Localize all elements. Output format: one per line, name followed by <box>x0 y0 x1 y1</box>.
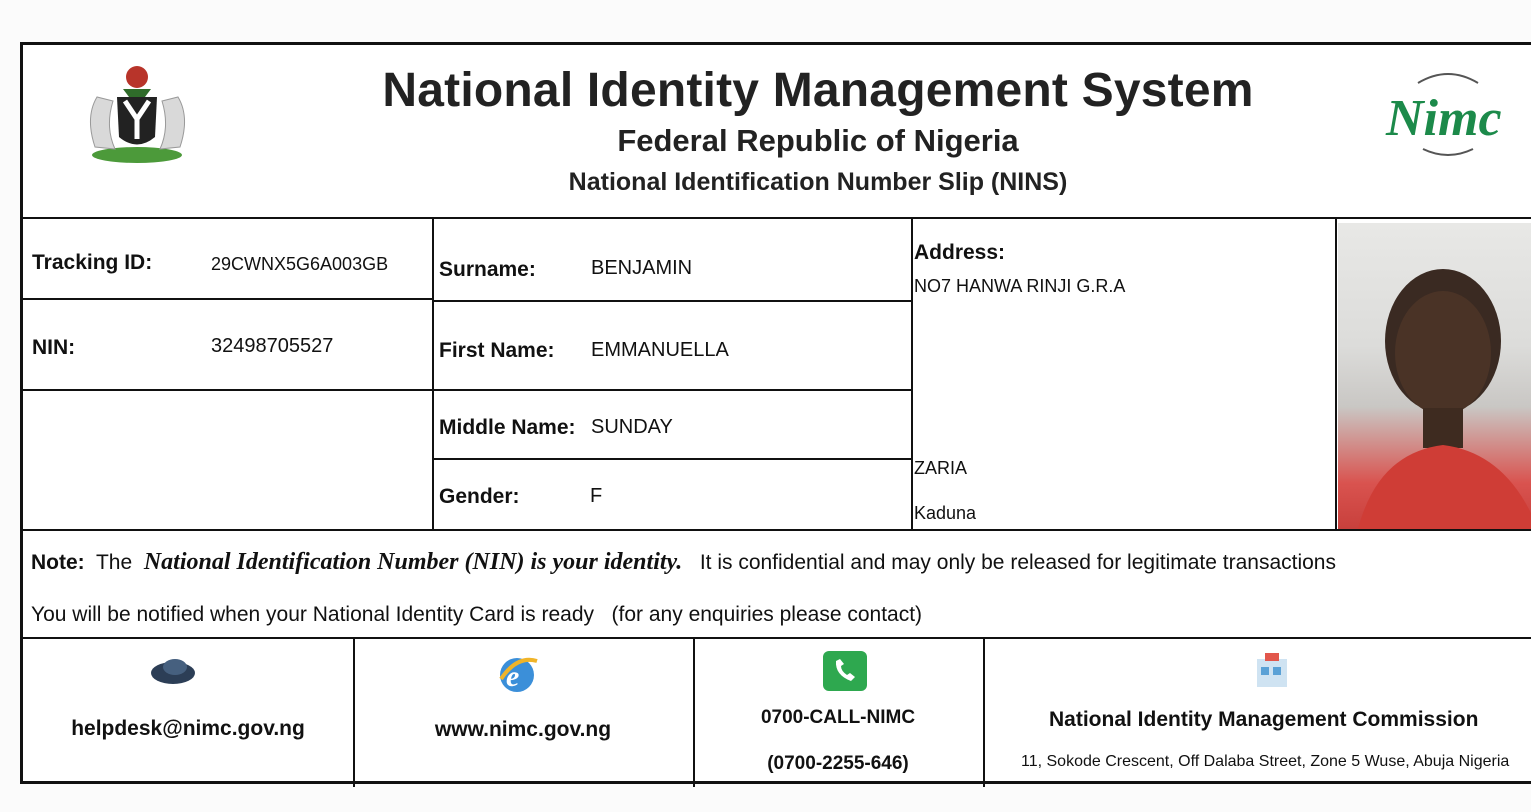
svg-text:e: e <box>506 660 520 693</box>
org-address: 11, Sokode Crescent, Off Dalaba Street, Zone 5 Wuse, Abuja Nigeria <box>1021 753 1510 770</box>
divider <box>23 217 1531 219</box>
divider <box>23 637 1531 639</box>
divider <box>983 637 985 787</box>
surname-value: BENJAMIN <box>591 257 693 279</box>
address-line1: NO7 HANWA RINJI G.R.A <box>914 276 1126 296</box>
phone-icon <box>823 651 867 696</box>
address-label: Address: <box>914 241 1006 264</box>
nin-value: 32498705527 <box>211 335 334 357</box>
cloud-icon <box>149 657 197 690</box>
nin-slip <box>20 42 1531 784</box>
note-line-2: You will be notified when your National Identity Card is ready (for any enquiries please contact) <box>31 603 923 626</box>
note-rest: It is confidential and may only be released for legitimate transactions <box>699 551 1336 574</box>
divider <box>432 217 434 529</box>
address-state: Kaduna <box>914 503 977 523</box>
gender-value: F <box>590 485 603 507</box>
note-line-1 <box>31 549 1336 576</box>
middle-name-label: Middle Name: <box>439 416 576 439</box>
divider <box>23 298 432 300</box>
nin-label: NIN: <box>32 336 76 359</box>
divider <box>23 389 911 391</box>
contact-phone-number: (0700-2255-646) <box>767 753 909 774</box>
divider <box>1335 217 1337 529</box>
note-emphasis: National Identification Number (NIN) is your identity. <box>143 549 683 575</box>
building-icon <box>1255 653 1289 694</box>
divider <box>432 300 911 302</box>
note-the: The <box>95 551 133 574</box>
nimc-logo-text: Nimc <box>1386 90 1502 147</box>
gender-label: Gender: <box>439 485 520 508</box>
contact-website: www.nimc.gov.ng <box>434 718 612 741</box>
browser-icon <box>493 649 541 702</box>
contact-email: helpdesk@nimc.gov.ng <box>71 717 305 740</box>
surname-label: Surname: <box>439 258 536 281</box>
page-title: National Identity Management System <box>382 64 1254 117</box>
first-name-value: EMMANUELLA <box>591 339 729 361</box>
divider <box>23 529 1531 531</box>
middle-name-value: SUNDAY <box>591 416 673 438</box>
org-name: National Identity Management Commission <box>1049 708 1479 731</box>
note-prefix: Note: <box>31 551 85 574</box>
address-city: ZARIA <box>914 458 968 478</box>
contact-phone-name: 0700-CALL-NIMC <box>760 707 916 728</box>
tracking-id-label: Tracking ID: <box>32 251 153 274</box>
first-name-label: First Name: <box>439 339 555 362</box>
divider <box>353 637 355 787</box>
divider <box>911 217 913 529</box>
divider <box>432 458 911 460</box>
tracking-id-value: 29CWNX5G6A003GB <box>211 254 389 274</box>
slip-title: National Identification Number Slip (NINS) <box>568 168 1068 196</box>
passport-photo <box>1338 223 1531 529</box>
page-subtitle: Federal Republic of Nigeria <box>617 123 1019 158</box>
